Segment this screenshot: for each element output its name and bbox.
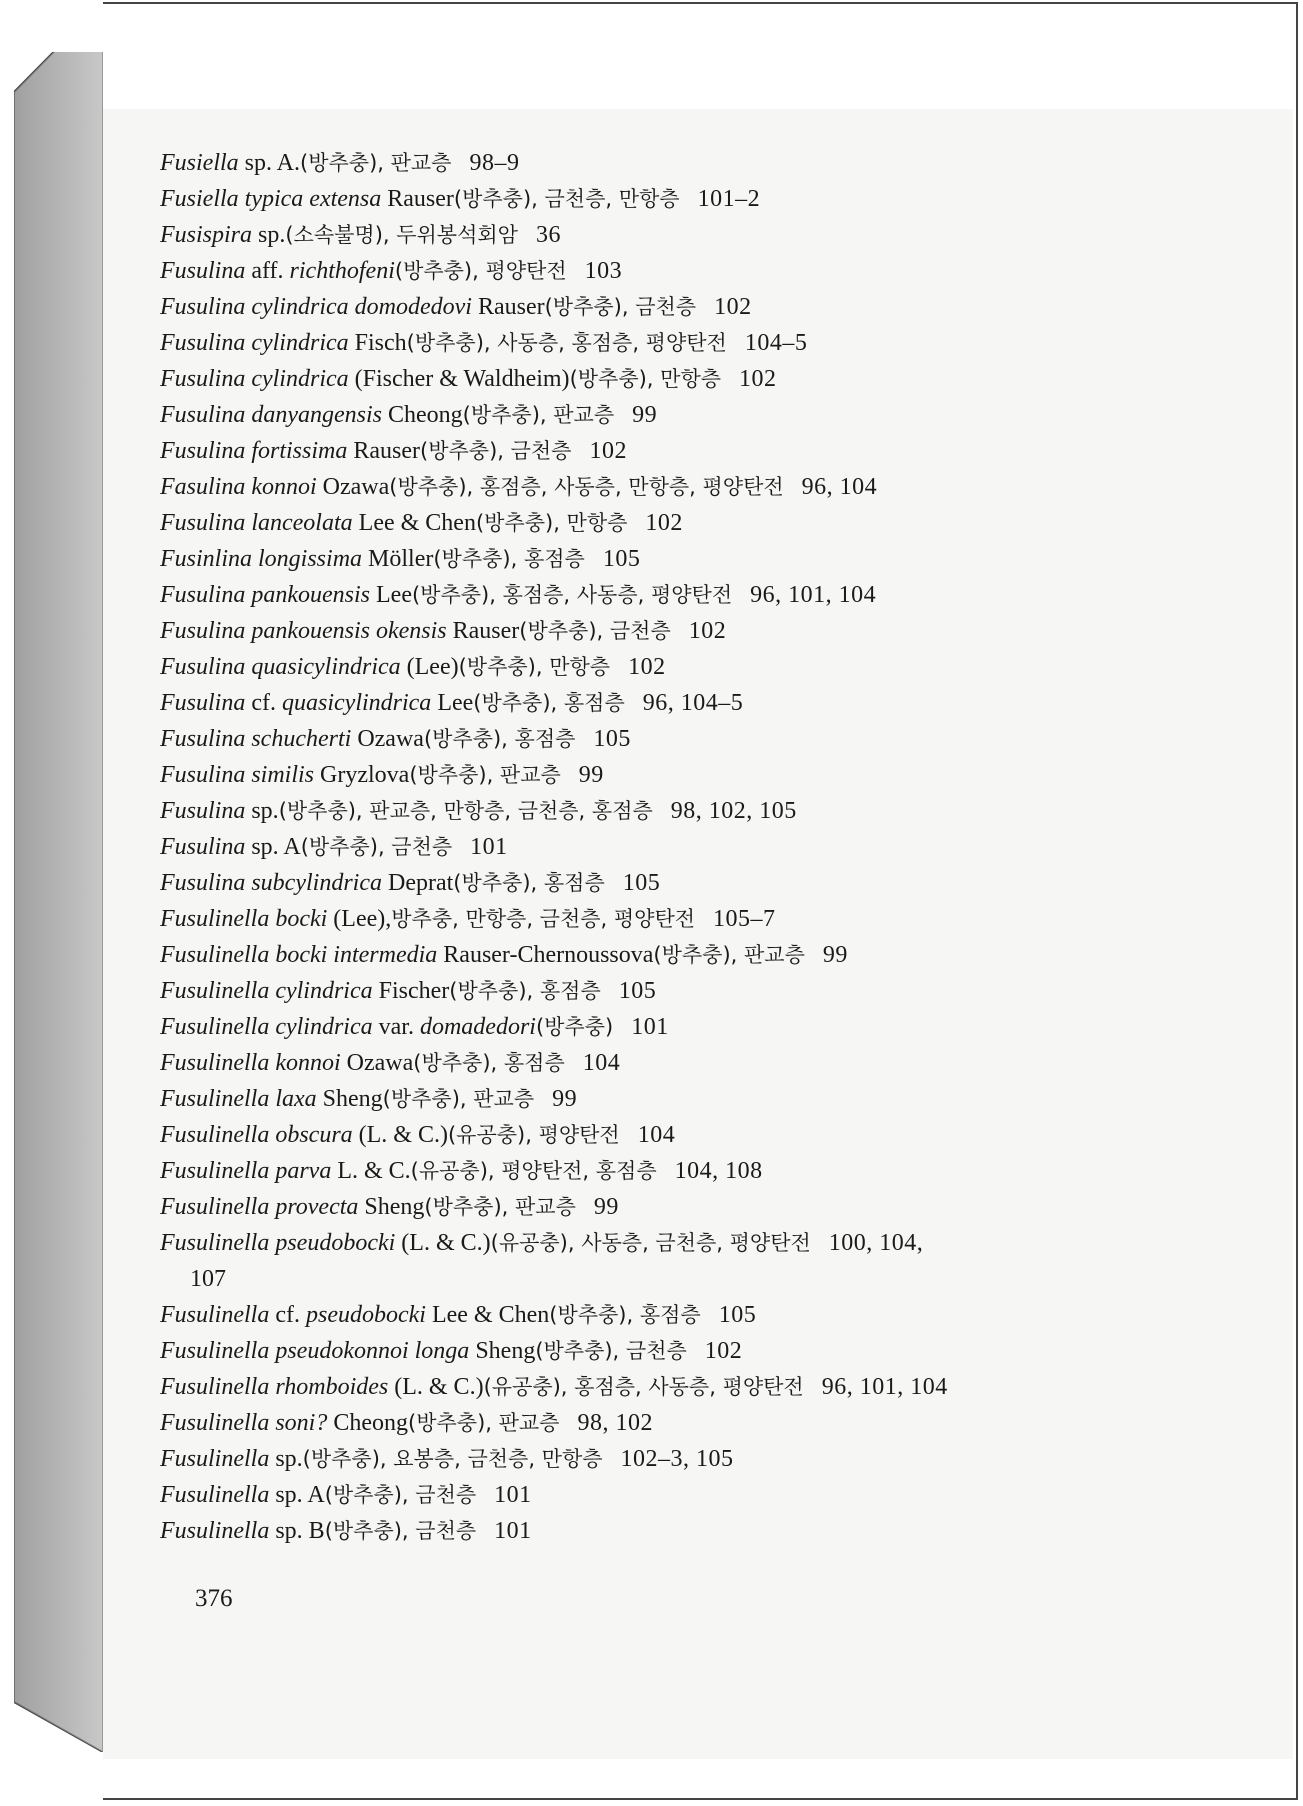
entry-description: (방추충), 금천층 — [300, 835, 453, 859]
index-entry — [160, 217, 1180, 253]
entry-pages: 105 — [618, 978, 657, 1004]
entry-qualifier: sp. — [252, 222, 286, 248]
entry-taxon-name: Fusulinella pseudokonnoi longa — [160, 1338, 470, 1364]
entry-description: (방추충), 평양탄전 — [394, 259, 567, 283]
entry-qualifier: Lee & Chen — [352, 510, 476, 536]
entry-description: (방추충), 홍점층 — [433, 547, 585, 571]
index-entry — [160, 361, 1180, 397]
index-entry — [160, 1081, 1180, 1117]
index-entry — [160, 973, 1180, 1009]
entry-pages: 105 — [602, 546, 641, 572]
entry-description: (방추충), 홍점층 — [423, 727, 576, 751]
entry-qualifier: Sheng — [316, 1086, 383, 1112]
entry-qualifier: Gryzlova — [314, 762, 410, 788]
entry-taxon-name: Fusulinella obscura — [160, 1122, 353, 1148]
entry-pages: 101–2 — [697, 186, 761, 212]
entry-description: 방추충, 만항층, 금천층, 평양탄전 — [391, 907, 696, 931]
entry-taxon-name: Fusulina — [160, 690, 246, 716]
entry-taxon-name: Fusulinella laxa — [160, 1086, 317, 1112]
index-entry — [160, 1441, 1180, 1477]
entry-qualifier: (L. & C.) — [395, 1230, 491, 1256]
entry-taxon-name: Fusulinella konnoi — [160, 1050, 341, 1076]
entry-pages: 105–7 — [713, 906, 776, 932]
entry-taxon-name: Fusulinella — [160, 1518, 270, 1544]
entry-pages: 104, 108 — [674, 1158, 763, 1184]
index-entry — [160, 505, 1180, 541]
page-number: 376 — [195, 1585, 233, 1612]
index-entry-list — [160, 145, 1180, 1549]
entry-pages: 96, 101, 104 — [750, 582, 877, 608]
entry-qualifier: (L. & C.) — [352, 1122, 448, 1148]
entry-description: (방추충), 판교층, 만항층, 금천층, 홍점층 — [278, 799, 653, 823]
index-entry — [160, 829, 1180, 865]
entry-pages: 101 — [470, 834, 508, 860]
entry-qualifier: (Fischer & Waldheim) — [348, 366, 570, 392]
entry-pages: 104–5 — [744, 330, 808, 356]
entry-taxon-name: Fusulinella — [160, 1446, 270, 1472]
book-spine-shape — [14, 52, 103, 1752]
entry-pages: 102 — [645, 510, 683, 536]
entry-taxon-name: domadedori — [419, 1014, 536, 1040]
entry-pages: 98, 102 — [577, 1410, 653, 1436]
index-entry — [160, 937, 1180, 973]
entry-taxon-name: Fusulinella bocki — [160, 906, 328, 932]
entry-description: (방추충), 홍점층 — [413, 1051, 565, 1075]
index-entry — [160, 1333, 1180, 1369]
entry-pages: 99 — [578, 762, 604, 788]
entry-qualifier: (Lee) — [400, 654, 459, 680]
entry-pages: 101 — [631, 1014, 669, 1040]
entry-description: (방추충), 금천층 — [519, 619, 671, 643]
index-entry — [160, 1513, 1180, 1549]
entry-taxon-name: Fusulina danyangensis — [160, 402, 382, 428]
entry-qualifier: L. & C. — [331, 1158, 411, 1184]
entry-description: (방추충), 판교층 — [382, 1087, 535, 1111]
entry-taxon-name: pseudobocki — [305, 1302, 426, 1328]
index-entry — [160, 577, 1180, 613]
book-spine — [14, 52, 103, 1752]
entry-description: (방추충), 판교층 — [653, 943, 805, 967]
entry-pages: 101 — [494, 1482, 532, 1508]
entry-pages: 102 — [688, 618, 727, 644]
index-entry — [160, 433, 1180, 469]
index-entry — [160, 685, 1180, 721]
index-entry — [160, 1477, 1180, 1513]
entry-taxon-name: Fusulinella rhomboides — [160, 1374, 389, 1400]
entry-description: (방추충), 홍점층, 사동층, 만항층, 평양탄전 — [389, 475, 784, 499]
entry-qualifier: aff. — [245, 258, 290, 284]
entry-qualifier: Fischer — [372, 978, 450, 1004]
entry-description: (방추충), 만항층 — [569, 367, 722, 391]
entry-qualifier: Ozawa — [316, 474, 390, 500]
entry-description: (소속불명), 두위봉석회암 — [285, 223, 518, 247]
entry-qualifier: sp. A — [269, 1482, 325, 1508]
index-entry — [160, 289, 1180, 325]
entry-taxon-name: Fusulina pankouensis okensis — [160, 618, 447, 644]
index-entry — [160, 1405, 1180, 1441]
entry-qualifier: Rauser — [446, 618, 520, 644]
entry-description: (방추충), 판교층 — [408, 1411, 560, 1435]
entry-description: (방추충), 요봉층, 금천층, 만항층 — [302, 1447, 603, 1471]
entry-qualifier: sp. — [245, 798, 279, 824]
entry-description: (방추충), 금천층 — [324, 1519, 477, 1543]
entry-pages: 104 — [582, 1050, 621, 1076]
entry-description: (유공충), 홍점층, 사동층, 평양탄전 — [483, 1375, 804, 1399]
entry-pages: 102 — [589, 438, 627, 464]
entry-pages: 105 — [593, 726, 631, 752]
entry-qualifier: (L. & C.) — [388, 1374, 484, 1400]
entry-qualifier: Fisch — [348, 330, 407, 356]
index-entry — [160, 397, 1180, 433]
entry-description: (방추충), 홍점층 — [449, 979, 601, 1003]
entry-description: (방추충), 판교층 — [424, 1195, 576, 1219]
entry-description: (방추충), 판교층 — [409, 763, 561, 787]
entry-pages: 36 — [535, 222, 561, 248]
entry-pages: 96, 101, 104 — [821, 1374, 948, 1400]
entry-pages: 104 — [637, 1122, 676, 1148]
index-entry — [160, 649, 1180, 685]
index-entry — [160, 1225, 1180, 1261]
entry-description: (방추충), 금천층, 만항층 — [453, 187, 680, 211]
entry-pages: 98, 102, 105 — [670, 798, 797, 824]
entry-description: (방추충), 금천층 — [544, 295, 697, 319]
entry-pages: 96, 104–5 — [642, 690, 744, 716]
entry-qualifier: sp. B — [269, 1518, 325, 1544]
index-entry — [160, 469, 1180, 505]
entry-pages: 105 — [718, 1302, 757, 1328]
entry-qualifier: Deprat — [381, 870, 454, 896]
entry-taxon-name: Fusulina lanceolata — [160, 510, 353, 536]
entry-qualifier: cf. — [269, 1302, 306, 1328]
entry-description: (방추충), 홍점층 — [549, 1303, 701, 1327]
entry-qualifier: Cheong — [382, 402, 463, 428]
entry-pages: 99 — [632, 402, 658, 428]
entry-qualifier: sp. — [269, 1446, 303, 1472]
entry-taxon-name: Fusulina subcylindrica — [160, 870, 382, 896]
index-entry — [160, 1369, 1180, 1405]
entry-qualifier: var. — [372, 1014, 420, 1040]
entry-qualifier: Lee — [431, 690, 474, 716]
entry-pages: 99 — [552, 1086, 578, 1112]
entry-taxon-name: Fusulina cylindrica — [160, 330, 349, 356]
entry-description: (유공충), 평양탄전, 홍점층 — [410, 1159, 657, 1183]
entry-taxon-name: Fusiella — [160, 150, 239, 176]
entry-pages: 102–3, 105 — [620, 1446, 734, 1472]
entry-taxon-name: Fusulinella — [160, 1482, 270, 1508]
entry-qualifier: Rauser — [381, 186, 454, 212]
index-entry — [160, 757, 1180, 793]
index-entry — [160, 721, 1180, 757]
entry-description: (방추충), 판교층 — [462, 403, 615, 427]
entry-taxon-name: Fusulina — [160, 798, 246, 824]
entry-taxon-name: Fusulina quasicylindrica — [160, 654, 401, 680]
entry-taxon-name: quasicylindrica — [282, 690, 432, 716]
entry-description: (방추충), 금천층 — [535, 1339, 687, 1363]
entry-qualifier: Rauser — [471, 294, 545, 320]
entry-pages: 96, 104 — [801, 474, 878, 500]
index-entry — [160, 253, 1180, 289]
entry-pages: 98–9 — [469, 150, 520, 176]
entry-taxon-name: Fasulina konnoi — [160, 474, 317, 500]
entry-description: (방추충), 만항층 — [475, 511, 628, 535]
index-entry — [160, 1153, 1180, 1189]
entry-description: (방추충), 금천층 — [420, 439, 572, 463]
entry-taxon-name: Fusulina fortissima — [160, 438, 348, 464]
index-entry — [160, 613, 1180, 649]
index-entry — [160, 1189, 1180, 1225]
entry-pages: 101 — [494, 1518, 532, 1544]
entry-qualifier: Lee — [370, 582, 412, 608]
entry-taxon-name: Fusulinella pseudobocki — [160, 1230, 396, 1256]
entry-taxon-name: Fusulina cylindrica domodedovi — [160, 294, 472, 320]
index-entry — [160, 145, 1180, 181]
entry-qualifier: cf. — [245, 690, 282, 716]
entry-qualifier: Möller — [362, 546, 434, 572]
entry-qualifier: sp. A — [245, 834, 301, 860]
index-entry — [160, 541, 1180, 577]
entry-description: (방추충), 사동층, 홍점층, 평양탄전 — [406, 331, 727, 355]
entry-description: (방추충), 금천층 — [324, 1483, 477, 1507]
entry-qualifier: Sheng — [358, 1194, 425, 1220]
entry-taxon-name: Fusulinella parva — [160, 1158, 332, 1184]
entry-taxon-name: Fusulinella provecta — [160, 1194, 359, 1220]
entry-description: (방추충), 판교층 — [300, 151, 452, 175]
entry-pages: 100, 104, — [828, 1230, 924, 1256]
entry-pages: 102 — [704, 1338, 743, 1364]
entry-qualifier: Rauser — [347, 438, 421, 464]
index-entry — [160, 1117, 1180, 1153]
entry-taxon-name: Fusulinella bocki intermedia — [160, 942, 438, 968]
entry-description: (방추충) — [535, 1015, 614, 1039]
entry-pages: 107 — [190, 1266, 226, 1292]
entry-taxon-name: Fusulina — [160, 258, 246, 284]
entry-taxon-name: Fusulina — [160, 834, 246, 860]
entry-taxon-name: Fusulina similis — [160, 762, 315, 788]
entry-description: (유공충), 평양탄전 — [447, 1123, 620, 1147]
entry-description: (방추충), 홍점층 — [473, 691, 625, 715]
entry-taxon-name: richthofeni — [289, 258, 395, 284]
index-entry — [160, 901, 1180, 937]
entry-pages: 105 — [622, 870, 661, 896]
entry-qualifier: Sheng — [469, 1338, 536, 1364]
index-entry — [160, 325, 1180, 361]
index-entry — [160, 1045, 1180, 1081]
index-entry — [160, 1261, 1180, 1297]
entry-description: (방추충), 홍점층 — [453, 871, 605, 895]
index-entry — [160, 793, 1180, 829]
entry-qualifier: Cheong — [327, 1410, 409, 1436]
entry-pages: 99 — [593, 1194, 619, 1220]
entry-taxon-name: Fusulina cylindrica — [160, 366, 349, 392]
entry-taxon-name: Fusulinella — [160, 1302, 270, 1328]
index-entry — [160, 1009, 1180, 1045]
entry-qualifier: sp. A. — [238, 150, 301, 176]
entry-taxon-name: Fusinlina longissima — [160, 546, 363, 572]
entry-taxon-name: Fusulinella soni? — [160, 1410, 328, 1436]
entry-taxon-name: Fusispira — [160, 222, 253, 248]
index-entry — [160, 1297, 1180, 1333]
entry-taxon-name: Fusiella typica extensa — [160, 186, 382, 212]
entry-qualifier: Ozawa — [340, 1050, 414, 1076]
entry-pages: 103 — [584, 258, 623, 284]
index-entry — [160, 865, 1180, 901]
entry-description: (방추충), 홍점층, 사동층, 평양탄전 — [411, 583, 733, 607]
entry-qualifier: Rauser-Chernoussova — [437, 942, 654, 968]
index-entry — [160, 181, 1180, 217]
entry-pages: 102 — [714, 294, 752, 320]
entry-description: (유공충), 사동층, 금천층, 평양탄전 — [490, 1231, 811, 1255]
entry-taxon-name: Fusulinella cylindrica — [160, 978, 373, 1004]
entry-taxon-name: Fusulina schucherti — [160, 726, 352, 752]
entry-qualifier: (Lee), — [327, 906, 392, 932]
entry-taxon-name: Fusulina pankouensis — [160, 582, 370, 608]
entry-pages: 99 — [822, 942, 848, 968]
entry-taxon-name: Fusulinella cylindrica — [160, 1014, 373, 1040]
entry-qualifier: Ozawa — [351, 726, 424, 752]
entry-qualifier: Lee & Chen — [425, 1302, 550, 1328]
entry-description: (방추충), 만항층 — [458, 655, 611, 679]
entry-pages: 102 — [628, 654, 666, 680]
entry-pages: 102 — [739, 366, 777, 392]
